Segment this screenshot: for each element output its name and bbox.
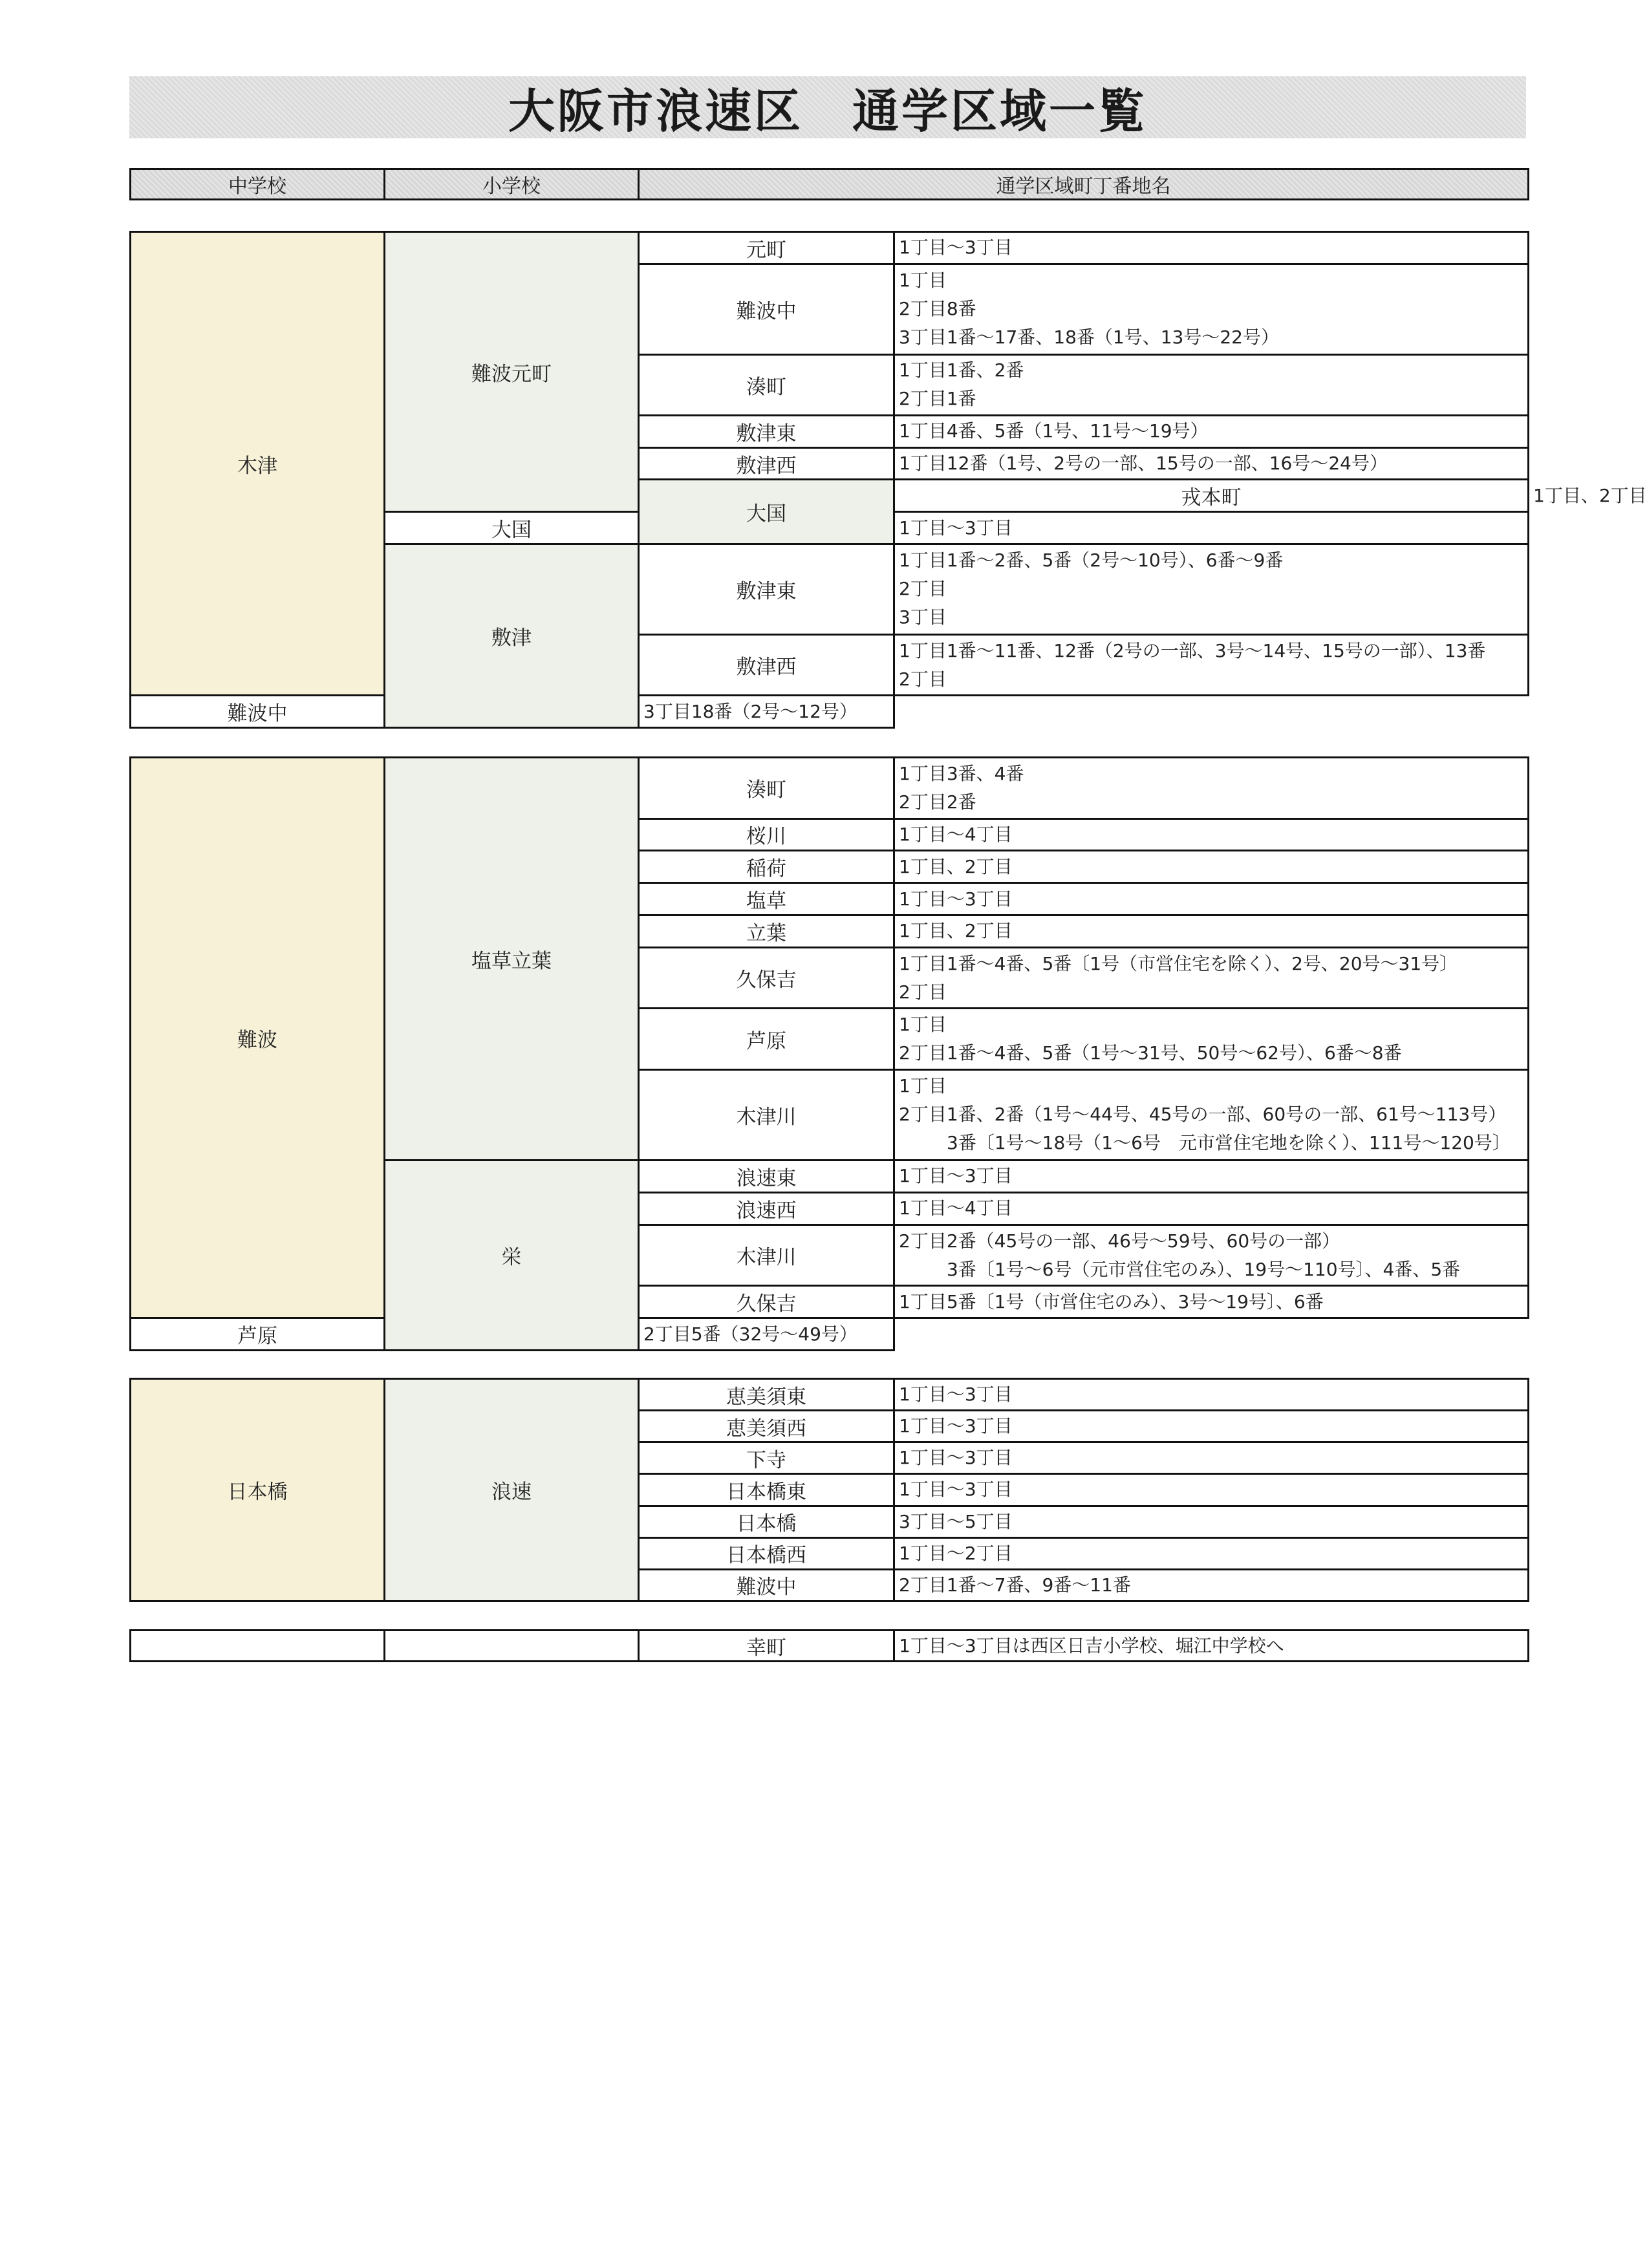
area-cell [894,851,1529,883]
area-cell [894,1474,1529,1506]
area-line: 1丁目～3丁目 [899,517,1013,539]
area-line: 1丁目4番、5番（1号、11号～19号） [899,420,1209,442]
area-cell [894,1225,1529,1286]
area-line: 1丁目1番～4番、5番〔1号（市営住宅を除く）、2号、20号～31号〕 [899,952,1458,974]
area-line: 1丁目、2丁目 [899,920,1013,942]
column-header [129,168,1529,200]
area-cell [894,634,1529,695]
blank-elementary-school-cell [385,1631,639,1662]
header-middle-school: 中学校 [131,169,385,200]
town-cell: 湊町 [639,758,894,819]
town-cell: 芦原 [639,1009,894,1070]
town-cell: 恵美須東 [639,1379,894,1411]
area-line: 2丁目8番 [899,298,976,320]
town-cell: 幸町 [639,1631,894,1662]
area-cell [894,1286,1529,1318]
area-line: 2丁目2番 [899,791,976,813]
town-cell: 大国 [385,512,639,544]
area-line: 1丁目1番、2番 [899,359,1024,381]
area-line: 2丁目 [899,578,947,600]
page-title: 大阪市浪速区 通学区域一覧 [508,84,1147,138]
area-line: 1丁目1番～11番、12番（2号の一部、3号～14号、15号の一部）、13番 [899,639,1486,661]
area-line: 1丁目～3丁目 [899,1415,1013,1437]
area-cell [894,415,1529,447]
area-cell [894,1442,1529,1474]
town-cell: 浪速東 [639,1161,894,1193]
area-line: 1丁目～3丁目 [899,237,1013,259]
area-line: 3丁目1番～17番、18番（1号、13号～22号） [899,326,1279,348]
town-cell: 木津川 [639,1069,894,1160]
area-cell [894,447,1529,480]
area-line: 1丁目 [899,270,947,292]
town-cell: 敷津東 [639,544,894,634]
elementary-school-cell: 浪速 [385,1379,639,1601]
town-cell: 敷津東 [639,415,894,447]
blank-middle-school-cell [131,1631,385,1662]
area-line: 2丁目2番（45号の一部、46号～59号、60号の一部） [899,1230,1340,1252]
area-line: 1丁目～4丁目 [899,1197,1013,1219]
middle-school-cell: 木津 [131,232,385,696]
area-cell [894,512,1529,544]
elementary-school-cell: 敷津 [385,544,639,727]
town-cell: 敷津西 [639,447,894,480]
area-cell [639,1318,894,1351]
town-cell: 桜川 [639,818,894,851]
town-cell: 木津川 [639,1225,894,1286]
district-block-nipponbashi [129,1378,1529,1602]
note-block-saiwaicho [129,1629,1529,1662]
area-cell [894,354,1529,415]
area-cell [894,1009,1529,1070]
area-cell [894,1379,1529,1411]
town-cell: 芦原 [131,1318,385,1351]
town-cell: 難波中 [639,1569,894,1601]
town-cell: 下寺 [639,1442,894,1474]
area-line: 2丁目 [899,668,947,690]
town-cell: 戎本町 [894,480,1529,512]
town-cell: 浪速西 [639,1192,894,1225]
elementary-school-cell: 栄 [385,1161,639,1351]
middle-school-cell: 日本橋 [131,1379,385,1601]
town-cell: 日本橋西 [639,1537,894,1569]
area-line: 2丁目1番～4番、5番（1号～31号、50号～62号）、6番～8番 [899,1042,1402,1064]
area-line: 2丁目5番（32号～49号） [643,1323,857,1345]
area-line: 3丁目18番（2号～12号） [643,700,857,722]
area-cell [894,915,1529,948]
area-line: 1丁目3番、4番 [899,762,1024,784]
title-bar [129,76,1526,138]
town-cell: 恵美須西 [639,1411,894,1442]
area-line: 3丁目～5丁目 [899,1510,1013,1532]
area-line: 2丁目1番～7番、9番～11番 [899,1574,1131,1596]
area-line: 3丁目 [899,606,947,628]
area-cell [894,1537,1529,1569]
header-area: 通学区域町丁番地名 [639,169,1529,200]
district-block-namba [129,756,1529,1351]
area-cell [894,1631,1529,1662]
area-line: 1丁目～3丁目 [899,1384,1013,1406]
elementary-school-cell: 塩草立葉 [385,758,639,1161]
area-line: 1丁目12番（1号、2号の一部、15号の一部、16号～24号） [899,453,1388,475]
elementary-school-cell: 大国 [639,480,894,544]
area-line: 1丁目～3丁目は西区日吉小学校、堀江中学校へ [899,1634,1284,1656]
town-cell: 敷津西 [639,634,894,695]
area-line: 2丁目1番 [899,388,976,410]
area-line: 1丁目～3丁目 [899,1447,1013,1469]
area-cell [894,1506,1529,1537]
area-line: 1丁目～2丁目 [899,1542,1013,1564]
area-cell [894,232,1529,264]
area-cell [894,1161,1529,1193]
area-cell [894,1569,1529,1601]
area-line: 2丁目 [899,981,947,1003]
area-line: 1丁目～3丁目 [899,1165,1013,1187]
town-cell: 日本橋 [639,1506,894,1537]
district-block-kizu: 木津 難波元町 元町 1丁目～3丁目 難波中 1丁目 2丁目8番 3丁目1番～17番、18番（1号、13号～22号） 湊町 1丁目1番、2番 2丁目1番 敷津東 1丁目4番、5番（1号、11号～19号） 敷津西 1丁目12番（1号、2号の一部、15号の一部、16号～24号） 大国 戎本町 1丁目、2丁目 大国 1丁目～3丁目 敷津 敷津東 1丁目1番～2番、5番（2号～10号）、6番～9番 2丁目 3丁目 敷津西 1丁目1番～11番、12番（2号の一部、3号～14号、15号の一部）、13番 2丁目 難波中 3丁目18番（2号～12号） [129,231,1529,729]
town-cell: 難波中 [639,264,894,354]
area-line: 1丁目～3丁目 [899,1479,1013,1501]
area-line: 1丁目 [899,1014,947,1036]
area-cell [894,544,1529,634]
area-cell [894,947,1529,1009]
town-cell: 久保吉 [639,947,894,1009]
area-cell [894,818,1529,851]
area-cell [894,883,1529,915]
town-cell: 元町 [639,232,894,264]
area-line: 1丁目～4丁目 [899,823,1013,845]
area-line: 1丁目1番～2番、5番（2号～10号）、6番～9番 [899,550,1284,572]
header-elementary-school: 小学校 [385,169,639,200]
town-cell: 湊町 [639,354,894,415]
area-line: 1丁目、2丁目 [899,855,1013,877]
area-cell [639,696,894,728]
area-line: 3番〔1号～6号（元市営住宅のみ）、19号～110号〕、4番、5番 [947,1258,1461,1280]
area-cell [894,264,1529,354]
area-line: 1丁目～3丁目 [899,888,1013,910]
area-line: 3番〔1号～18号（1～6号 元市営住宅地を除く）、111号～120号〕 [947,1132,1511,1154]
area-cell [894,1069,1529,1160]
area-cell [894,1192,1529,1225]
town-cell: 塩草 [639,883,894,915]
area-cell [894,758,1529,819]
area-line: 1丁目5番〔1号（市営住宅のみ）、3号～19号〕、6番 [899,1290,1324,1312]
elementary-school-cell: 難波元町 [385,232,639,512]
town-cell: 稲荷 [639,851,894,883]
town-cell: 久保吉 [639,1286,894,1318]
area-line: 1丁目 [899,1075,947,1097]
area-cell [894,1411,1529,1442]
town-cell: 立葉 [639,915,894,948]
town-cell: 難波中 [131,696,385,728]
area-line: 2丁目1番、2番（1号～44号、45号の一部、60号の一部、61号～113号） [899,1104,1507,1126]
middle-school-cell: 難波 [131,758,385,1318]
town-cell: 日本橋東 [639,1474,894,1506]
